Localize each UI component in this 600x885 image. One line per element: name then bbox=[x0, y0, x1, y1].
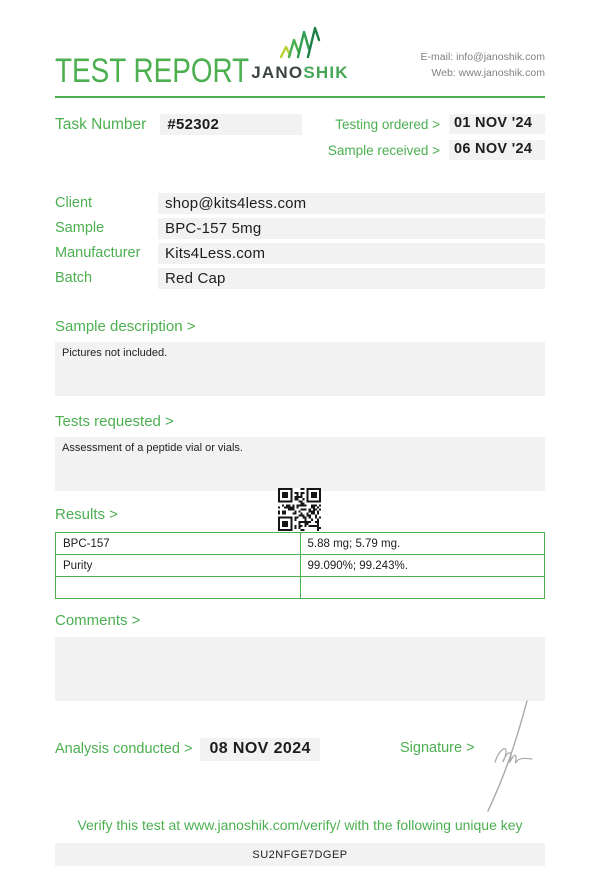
result-name: BPC-157 bbox=[56, 533, 301, 555]
comments-box bbox=[55, 637, 545, 701]
verify-instruction: Verify this test at www.janoshik.com/verify/ with the following unique key bbox=[77, 817, 523, 833]
detail-row-batch bbox=[55, 268, 545, 289]
sample-description-heading: Sample description > bbox=[55, 318, 196, 335]
signature-label: Signature > bbox=[400, 740, 475, 756]
unique-key: SU2NFGE7DGEP bbox=[55, 843, 545, 866]
comments-heading: Comments > bbox=[55, 612, 141, 629]
contact-web: Web: www.janoshik.com bbox=[431, 67, 545, 79]
manufacturer-value: Kits4Less.com bbox=[158, 243, 545, 264]
table-row bbox=[56, 555, 545, 577]
janoshik-logo bbox=[250, 26, 350, 83]
result-name bbox=[56, 577, 301, 599]
tests-requested-box: Assessment of a peptide vial or vials. bbox=[55, 437, 545, 491]
signature-graphic bbox=[478, 698, 538, 814]
sample-label: Sample bbox=[55, 220, 105, 236]
table-row bbox=[56, 577, 545, 599]
client-value: shop@kits4less.com bbox=[158, 193, 545, 214]
page-title: TEST REPORT bbox=[55, 52, 250, 90]
result-name: Purity bbox=[56, 555, 301, 577]
sample-description-box: Pictures not included. bbox=[55, 342, 545, 396]
table-row bbox=[56, 533, 545, 555]
manufacturer-label: Manufacturer bbox=[55, 245, 141, 261]
analysis-row bbox=[55, 737, 545, 761]
task-number-value: #52302 bbox=[160, 114, 302, 135]
results-table bbox=[55, 532, 545, 599]
logo-wordmark: JANOSHIK bbox=[251, 63, 349, 82]
analysis-date: 08 NOV 2024 bbox=[200, 738, 319, 761]
result-value bbox=[300, 577, 545, 599]
contact-email: E-mail: info@janoshik.com bbox=[420, 51, 545, 63]
detail-row-client bbox=[55, 193, 545, 214]
sample-value: BPC-157 5mg bbox=[158, 218, 545, 239]
sample-received-label: Sample received > bbox=[327, 142, 440, 158]
client-label: Client bbox=[55, 195, 93, 211]
qr-code bbox=[278, 488, 321, 531]
task-number-row bbox=[55, 114, 302, 135]
batch-value: Red Cap bbox=[158, 268, 545, 289]
sample-received-date: 06 NOV '24 bbox=[449, 140, 545, 160]
task-number-label: Task Number bbox=[55, 115, 147, 133]
contact-info bbox=[421, 49, 545, 81]
testing-ordered-label: Testing ordered > bbox=[335, 116, 440, 132]
sample-received-row bbox=[305, 140, 545, 160]
chart-peaks-icon bbox=[278, 26, 322, 62]
header-divider bbox=[55, 96, 545, 98]
detail-row-sample bbox=[55, 218, 545, 239]
result-value: 5.88 mg; 5.79 mg. bbox=[300, 533, 545, 555]
batch-label: Batch bbox=[55, 270, 93, 286]
testing-ordered-date: 01 NOV '24 bbox=[449, 114, 545, 134]
detail-row-manufacturer bbox=[55, 243, 545, 264]
result-value: 99.090%; 99.243%. bbox=[300, 555, 545, 577]
testing-ordered-row bbox=[305, 114, 545, 134]
results-heading: Results > bbox=[55, 506, 118, 523]
tests-requested-heading: Tests requested > bbox=[55, 413, 174, 430]
analysis-conducted-label: Analysis conducted > bbox=[55, 741, 193, 757]
